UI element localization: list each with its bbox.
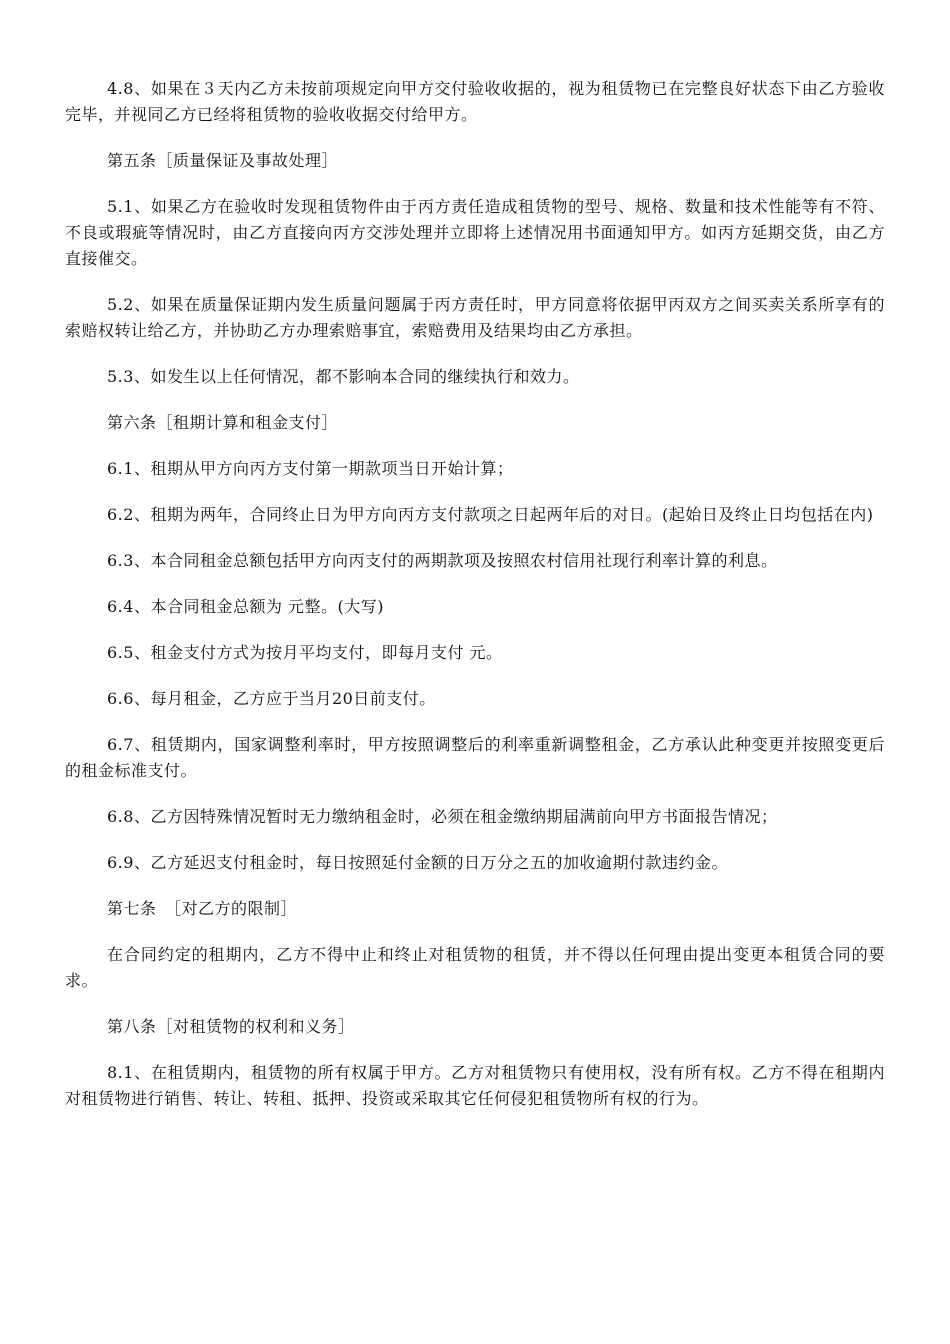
clause-6-4: 6.4、本合同租金总额为 元整。(大写) <box>107 597 385 616</box>
clause-6-6: 6.6、每月租金，乙方应于当月20日前支付。 <box>107 689 436 708</box>
clause-8-1: 8.1、在租赁期内，租赁物的所有权属于甲方。乙方对租赁物只有使用权，没有所有权。乙方不得在租期内对租赁物进行销售、转让、转租、抵押、投资或采取其它任何侵犯租赁物所有权的行为。 <box>65 1063 885 1108</box>
article-8-heading: 第八条［对租赁物的权利和义务］ <box>107 1017 355 1036</box>
clause-6-5: 6.5、租金支付方式为按月平均支付，即每月支付 元。 <box>107 643 503 662</box>
article-6-heading: 第六条［租期计算和租金支付］ <box>107 413 339 432</box>
clause-6-7: 6.7、租赁期内，国家调整利率时，甲方按照调整后的利率重新调整租金，乙方承认此种变更并按照变更后的租金标准支付。 <box>65 735 885 780</box>
clause-6-8: 6.8、乙方因特殊情况暂时无力缴纳租金时，必须在租金缴纳期届满前向甲方书面报告情况； <box>107 807 778 826</box>
clause-6-2: 6.2、租期为两年，合同终止日为甲方向丙方支付款项之日起两年后的对日。(起始日及终止日均包括在内) <box>107 505 874 524</box>
clause-6-3: 6.3、本合同租金总额包括甲方向丙支付的两期款项及按照农村信用社现行利率计算的利息。 <box>107 551 778 570</box>
article-7-body: 在合同约定的租期内，乙方不得中止和终止对租赁物的租赁，并不得以任何理由提出变更本租赁合同的要求。 <box>65 945 885 990</box>
clause-5-2: 5.2、如果在质量保证期内发生质量问题属于丙方责任时，甲方同意将依据甲丙双方之间买卖关系所享有的索赔权转让给乙方，并协助乙方办理索赔事宜，索赔费用及结果均由乙方承担。 <box>65 295 885 340</box>
clause-6-9: 6.9、乙方延迟支付租金时，每日按照延付金额的日万分之五的加收逾期付款违约金。 <box>107 853 728 872</box>
clause-4-8: 4.8、如果在３天内乙方未按前项规定向甲方交付验收收据的，视为租赁物已在完整良好状态下由乙方验收完毕，并视同乙方已经将租赁物的验收收据交付给甲方。 <box>65 79 885 124</box>
clause-6-1: 6.1、租期从甲方向丙方支付第一期款项当日开始计算； <box>107 459 514 478</box>
article-7-heading: 第七条 ［对乙方的限制］ <box>107 899 298 918</box>
document-page <box>65 76 885 1132</box>
clause-5-3: 5.3、如发生以上任何情况，都不影响本合同的继续执行和效力。 <box>107 367 580 386</box>
article-5-heading: 第五条［质量保证及事故处理］ <box>107 151 339 170</box>
clause-5-1: 5.1、如果乙方在验收时发现租赁物件由于丙方责任造成租赁物的型号、规格、数量和技术性能等有不符、不良或瑕疵等情况时，由乙方直接向丙方交涉处理并立即将上述情况用书面通知甲方。如丙方延期交货，由乙方直接催交。 <box>65 197 885 268</box>
